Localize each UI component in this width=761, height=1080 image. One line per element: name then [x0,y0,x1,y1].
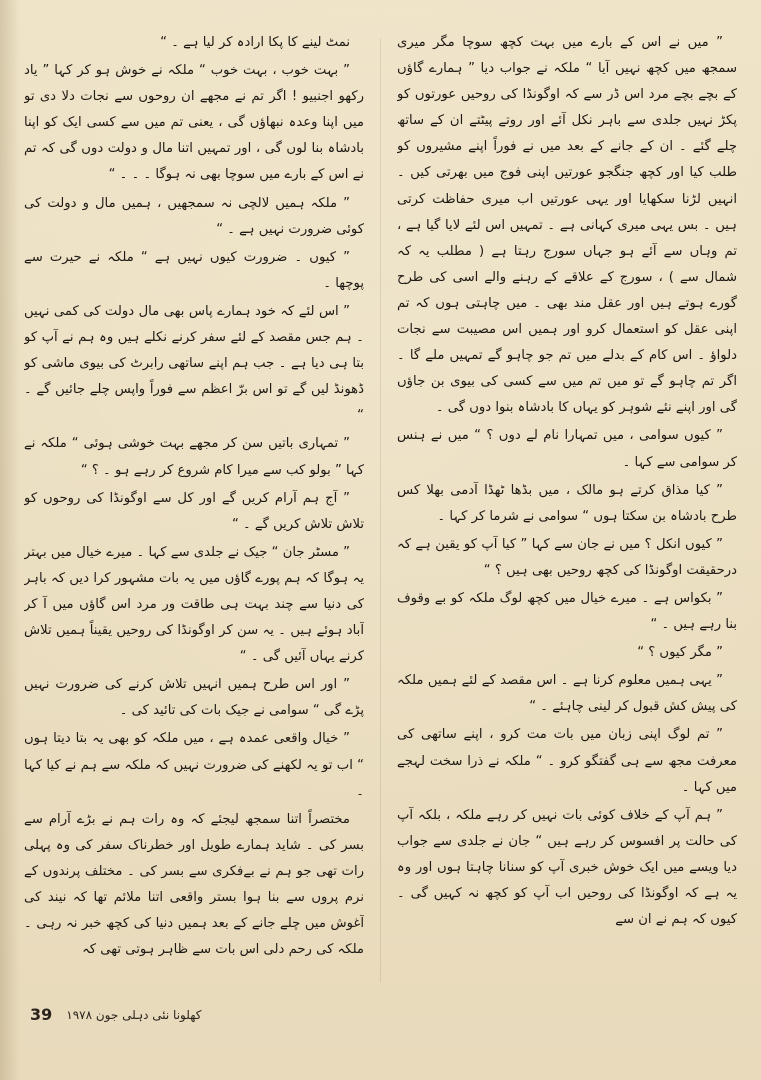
left-text-column [24,30,364,990]
left-paragraph-8: ” مسٹر جان “ جیک نے جلدی سے کہا ۔ میرے خیال میں بہتر یہ ہوگا کہ ہم پورے گاؤں میں یہ بات مشہور کرا دیں کہ باہر کی دنیا سے چند بہت ہی طاقت ور مرد اس گاؤں میں آ کر آباد ہوئے ہیں ۔ یہ سن کر اوگونڈا کی روحیں یقیناً ہمیں تلاش کرنے یہاں آئیں گی ۔ “ [24,544,364,665]
left-paragraph-9: ” اور اس طرح ہمیں انہیں تلاش کرنے کی ضرورت نہیں پڑے گی “ سوامی نے جیک بات کی تائید کی ۔ [24,677,364,719]
left-paragraph-1: نمٹ لینے کا پکا ارادہ کر لیا ہے ۔ “ [160,35,350,50]
left-paragraph-5: ” اس لئے کہ خود ہمارے پاس بھی مال دولت کی کمی نہیں ۔ ہم جس مقصد کے لئے سفر کرنے نکلے ہیں وہ ہم نے آپ کو بتا ہی دیا ہے ۔ جب ہم اپنے ساتھی رابرٹ کی بیوی ماشی کو ڈھونڈ لیں گے تو اس برّ اعظم سے فوراً واپس چلے جائیں گے ۔ “ [24,303,364,424]
left-paragraph-4: ” کیوں ۔ ضرورت کیوں نہیں ہے “ ملکہ نے حیرت سے پوچھا ۔ [24,249,364,291]
right-paragraph-5: ” بکواس ہے ۔ میرے خیال میں کچھ لوگ ملکہ کو بے وقوف بنا رہے ہیں ۔ “ [397,590,737,633]
text-columns [24,30,737,990]
left-paragraph-11: مختصراً اتنا سمجھ لیجئے کہ وہ رات ہم نے بڑے آرام سے بسر کی ۔ شاید ہمارے طویل اور خطرناک سفر کی وہ پہلی رات تھی جو ہم نے بےفکری سے بسر کی ۔ مختلف پرندوں کے نرم پروں سے بنا ہوا بستر واقعی اتنا ملائم تھا کہ نیند کی آغوش میں چلے جانے کے بعد ہمیں دنیا کی کچھ خبر نہ رہی ۔ ملکہ کی رحم دلی اس بات سے ظاہر ہوتی تھی کہ [24,811,364,958]
left-paragraph-2: ” بہت خوب ، بہت خوب “ ملکہ نے خوش ہو کر کہا ” یاد رکھو اجنبیو ! اگر تم نے مجھے ان روحوں سے نجات دلا دی تو میں اپنا وعدہ نبھاؤں گی ، یعنی تم میں سے کسی ایک کو اپنا بادشاہ بنا لوں گی ، اور تمہیں اتنا مال و دولت دوں گی کہ تم نے اس کے بارے میں سوچا بھی نہ ہوگا ۔ ۔ ۔ “ [24,63,364,183]
left-paragraph-6: ” تمہاری باتیں سن کر مجھے بہت خوشی ہوئی “ ملکہ نے کہا ” بولو کب سے میرا کام شروع کر رہے ہو ۔ ؟ “ [24,436,364,478]
right-paragraph-2: ” کیوں سوامی ، میں تمہارا نام لے دوں ؟ “ میں نے ہنس کر سوامی سے کہا ۔ [397,428,737,470]
page-number: 39 [30,1005,53,1024]
left-paragraph-7: ” آج ہم آرام کریں گے اور کل سے اوگونڈا کی روحوں کو تلاش تلاش کریں گے ۔ “ [24,490,364,532]
page-footer [30,1003,370,1027]
left-paragraph-10: ” خیال واقعی عمدہ ہے ، میں ملکہ کو بھی یہ بتا دیتا ہوں “ اب تو یہ لکھنے کی ضرورت نہیں کہ ملکہ سے ہم نے کیا کہا ۔ [24,731,364,799]
right-paragraph-3: ” کیا مذاق کرتے ہو مالک ، میں بڈھا ٹھڈا آدمی بھلا کس طرح بادشاہ بن سکتا ہوں “ سوامی نے شرما کر کہا ۔ [397,482,737,524]
column-divider [380,38,381,982]
page-spine-shadow [0,0,20,1080]
right-paragraph-8: ” تم لوگ اپنی زبان میں بات مت کرو ، اپنے ساتھی کی معرفت مجھ سے ہی گفتگو کرو ۔ “ ملکہ نے ذرا سخت لہجے میں کہا ۔ [397,727,737,795]
right-paragraph-9: ” ہم آپ کے خلاف کوئی بات نہیں کر رہے ملکہ ، بلکہ آپ کی حالت پر افسوس کر رہے ہیں “ جان نے جلدی سے جواب دیا ویسے میں ایک خوش خبری آپ کو سنانا چاہتا ہوں اور وہ یہ ہے کہ اوگونڈا کی روحیں اب آپ کو کچھ نہ کہیں گی ۔ کیوں کہ ہم نے ان سے [397,807,737,928]
right-paragraph-6: ” مگر کیوں ؟ “ [637,645,723,661]
issue-line: کھلونا نئی دہلی جون ۱۹۷۸ [66,1008,202,1022]
left-paragraph-3: ” ملکہ ہمیں لالچی نہ سمجھیں ، ہمیں مال و دولت کی کوئی ضرورت نہیں ہے ۔ “ [24,195,364,237]
right-paragraph-4: ” کیوں انکل ؟ میں نے جان سے کہا ” کیا آپ کو یقین ہے کہ درحقیقت اوگونڈا کی کچھ روحیں بھی ہیں ؟ “ [397,536,737,578]
right-text-column [397,30,737,990]
right-paragraph-1: ” میں نے اس کے بارے میں بہت کچھ سوچا مگر میری سمجھ میں کچھ نہیں آیا “ ملکہ نے جواب دیا ” ہمارے گاؤں کے بچے بچے مرد اس ڈر سے کہ اوگونڈا کی روحیں عورتوں کو پکڑ نہیں جلدی سے باہر نکل آئے اور روتے پیٹتے ان کے ساتھ چلے گئے ۔ ان کے جانے کے بعد میں نے فوراً اپنے مشیروں کو طلب کیا اور کچھ جنگجو عورتیں اپنی فوج میں بھرتی کیں ۔ انہیں لڑنا سکھایا اور یہی عورتیں اب میری حفاظت کرتی ہیں ۔ بس یہی میری کہانی ہے ۔ تمہیں اس لئے لایا گیا ہے ، تم وہاں سے آئے ہو جہاں سورج رہتا ہے ( مطلب یہ کہ شمال سے ) ، سورج کے علاقے کے رہنے والے اسی کی طرح گورے ہوتے ہیں اور عقل مند بھی ۔ میں چاہتی ہوں کہ تم اپنی عقل کو استعمال کرو اور ہمیں اس مصیبت سے نجات دلواؤ ۔ اس کام کے بدلے میں تم جو چاہو گے تمہیں ملے گا ۔ اگر تم چاہو گے تو میں تم میں سے کسی کی بیوی بن جاؤں گی اور اپنے نئے شوہر کو یہاں کا بادشاہ بنوا دوں گی ۔ [397,35,737,416]
right-paragraph-7: ” یہی ہمیں معلوم کرنا ہے ۔ اس مقصد کے لئے ہمیں ملکہ کی پیش کش قبول کر لینی چاہئے ۔ “ [397,673,737,715]
